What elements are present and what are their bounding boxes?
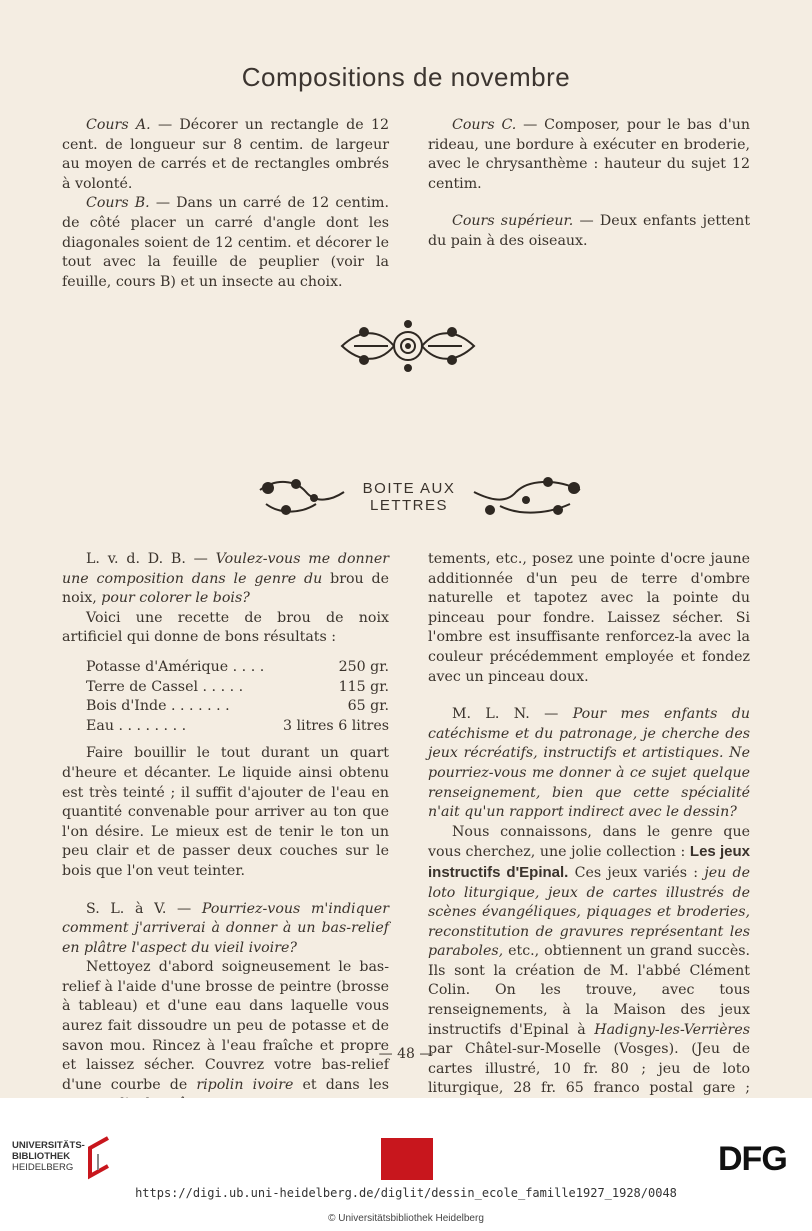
letter-1-answer: Faire bouillir le tout durant un quart d'heure et décanter. Le liquide ainsi obtenu est très teinté ; il suffit d'ajouter de l'eau en quantité convenable pour arriver au ton que l'on désire. Le mieux est de tenir le ton un peu clair et de passer deux couches sur le bois que l'on veut teinter. (62, 745, 389, 879)
cours-c-lead: Cours C. (452, 117, 517, 133)
digitization-stamp-icon (381, 1138, 433, 1180)
letter-2-answer-continued: tements, etc., posez une pointe d'ocre jaune additionnée d'un peu de terre d'ombre naturelle et tapotez avec la pointe du pinceau pour fondre. Laissez sécher. Si l'ombre est insuffisante renforcez-la avec la couleur précédemment employée et fondez avec un pinceau doux. (428, 551, 750, 685)
library-emblem-icon (84, 1136, 112, 1180)
cours-superieur-lead: Cours supérieur. (452, 213, 574, 230)
recipe-row: Eau . . . . . . . . 3 litres 6 litres (86, 717, 389, 734)
mailbox-left-flourish-icon (256, 470, 348, 526)
cours-c-paragraph (428, 116, 750, 194)
cours-a-lead: Cours A. (86, 117, 151, 133)
library-logo[interactable]: UNIVERSITÄTS- BIBLIOTHEK HEIDELBERG (12, 1140, 85, 1173)
page-title: Compositions de novembre (241, 62, 571, 92)
recipe-row: Bois d'Inde . . . . . . . 65 gr. (86, 698, 389, 715)
letter-1-intro: Voici une recette de brou de noix artificiel qui donne de bons résultats : (62, 609, 389, 646)
letter-1-from: L. v. d. D. B. — (86, 551, 208, 567)
recipe-row: Terre de Cassel . . . . . 115 gr. (86, 678, 389, 695)
recipe-table (62, 658, 389, 736)
letter-2-question: S. L. à V. — Pourriez-vous m'indiquer comment j'arriverai à donner à un bas-relief en plâtre l'aspect du vieil ivoire? (62, 900, 389, 956)
compositions-right-column (428, 116, 750, 252)
cours-a-text: — Décorer un rectangle de 12 cent. de longueur sur 8 centim. de largeur au moyen de carrés et de rectangles ombrés à volonté. (62, 117, 389, 192)
letter-1-question: L. v. d. D. B. — Voulez-vous me donner une composition dans le genre du brou de noix, pour colorer le bois? (62, 551, 389, 607)
mailbox-heading-line2: LETTRES (369, 497, 448, 514)
floral-ornament-icon (334, 318, 482, 374)
cours-a-paragraph (62, 116, 389, 194)
letter-2-from: S. L. à V. — (86, 900, 192, 917)
copyright-notice: © Universitätsbibliothek Heidelberg (328, 1213, 484, 1224)
cours-b-text: — Dans un carré de 12 centim. de côté placer un carré d'angle dont les diagonales soient de 12 centim. et décorer le tout avec la feuille de peuplier (voir la feuille, cours B) et un insecte au choix. (62, 195, 390, 290)
letter-3-answer: Nous connaissons, dans le genre que vous cherchez, une jolie collection : Les jeux instructifs d'Epinal. Ces jeux variés : jeu de loto liturgique, jeux de cartes illustrés de scènes évangéliques, piquages et broderies, reconstitution de gravures représentant les paraboles, etc., obtiennent un grand succès. Ils sont la création de M. l'abbé Clément Colin. On les trouve, avec tous renseignements, à la Maison des jeux instructifs d'Epinal à Hadigny-les-Verrières par Châtel-sur-Moselle (Vosges). (Jeu de cartes illustré, 10 fr. 80 ; jeu de loto liturgique, 28 fr. 65 franco postal gare ; (428, 823, 751, 1097)
letter-2-answer: Nettoyez d'abord soigneusement le bas-relief à l'aide d'une brosse de peintre (brosse à tableau) et d'une eau dans laquelle vous aurez fait dissoudre un peu de potasse et de savon mou. Rincez à l'eau fraîche et propre et laissez sécher. Couvrez votre bas-relief d'une courbe de ripolin ivoire et dans les (62, 959, 389, 1093)
cours-superieur-text: — Deux enfants jettent du pain à des oiseaux. (428, 213, 751, 249)
recipe-row: Potasse d'Amérique . . . . 250 gr. (86, 658, 389, 675)
permalink-url[interactable]: https://digi.ub.uni-heidelberg.de/diglit/dessin_ecole_famille1927_1928/0048 (135, 1186, 677, 1200)
cours-b-lead: Cours B. (86, 195, 150, 212)
mailbox-heading (340, 480, 478, 514)
letter-3-from: M. L. N. — (452, 706, 559, 723)
page-number: — 48 — (378, 1046, 434, 1062)
cours-c-text: — Composer, pour le bas d'un rideau, une bordure à exécuter en broderie, avec le chrysanthème : hauteur du sujet 12 centim. (428, 117, 750, 192)
letter-3-question: M. L. N. — Pour mes enfants du catéchisme et du patronage, je cherche des jeux récréatifs, instructifs et artistiques. Ne pourriez-vous me donner à ce sujet quelque renseignement, bien que cette spécialité n'ait qu'un rapport indirect avec le dessin? (428, 706, 750, 821)
letters-left-column (62, 550, 389, 1115)
compositions-left-column (62, 116, 389, 292)
cours-b-paragraph (62, 194, 389, 292)
cours-superieur-paragraph (428, 212, 750, 251)
dfg-logo[interactable]: DFG (718, 1140, 787, 1178)
mailbox-right-flourish-icon (470, 470, 588, 526)
mailbox-heading-line1: BOITE AUX (362, 480, 456, 497)
